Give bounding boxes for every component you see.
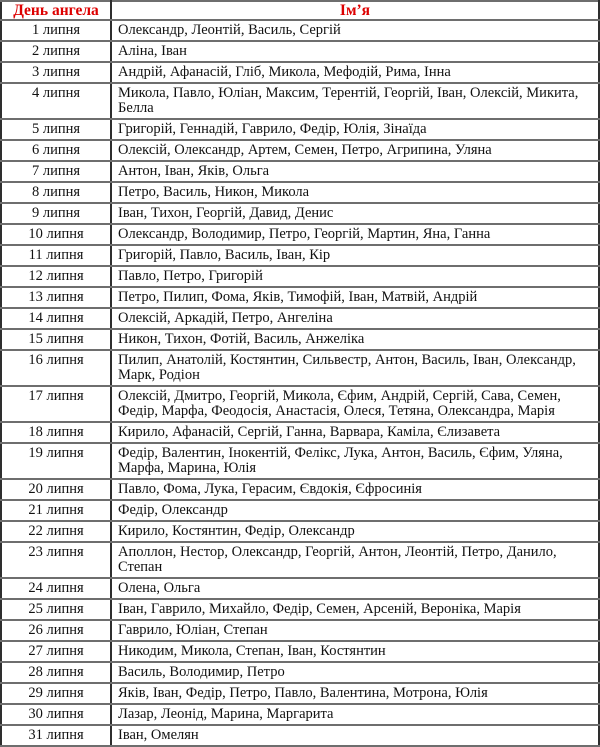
names-cell: Никон, Тихон, Фотій, Василь, Анжеліка xyxy=(111,329,599,350)
table-row xyxy=(1,182,599,203)
day-cell: 17 липня xyxy=(1,386,111,422)
table-row xyxy=(1,443,599,479)
table-row xyxy=(1,287,599,308)
names-cell: Аліна, Іван xyxy=(111,41,599,62)
table-row xyxy=(1,224,599,245)
header-row xyxy=(1,1,599,20)
day-cell: 21 липня xyxy=(1,500,111,521)
table-row xyxy=(1,620,599,641)
day-cell: 3 липня xyxy=(1,62,111,83)
day-cell: 27 липня xyxy=(1,641,111,662)
day-cell: 13 липня xyxy=(1,287,111,308)
names-cell: Григорій, Геннадій, Гаврило, Федір, Юлія, Зінаїда xyxy=(111,119,599,140)
table-row xyxy=(1,725,599,746)
names-cell: Лазар, Леонід, Марина, Маргарита xyxy=(111,704,599,725)
names-cell: Федір, Олександр xyxy=(111,500,599,521)
day-cell: 28 липня xyxy=(1,662,111,683)
table-row xyxy=(1,41,599,62)
table-row xyxy=(1,500,599,521)
day-cell: 5 липня xyxy=(1,119,111,140)
day-cell: 29 липня xyxy=(1,683,111,704)
day-cell: 19 липня xyxy=(1,443,111,479)
table-row xyxy=(1,308,599,329)
table-row xyxy=(1,161,599,182)
names-cell: Павло, Петро, Григорій xyxy=(111,266,599,287)
names-cell: Павло, Фома, Лука, Герасим, Євдокія, Єфросинія xyxy=(111,479,599,500)
names-cell: Аполлон, Нестор, Олександр, Георгій, Антон, Леонтій, Петро, Данило, Степан xyxy=(111,542,599,578)
names-cell: Микола, Павло, Юліан, Максим, Терентій, Георгій, Іван, Олексій, Микита, Белла xyxy=(111,83,599,119)
table-row xyxy=(1,704,599,725)
day-cell: 23 липня xyxy=(1,542,111,578)
table-row xyxy=(1,62,599,83)
names-cell: Яків, Іван, Федір, Петро, Павло, Валентина, Мотрона, Юлія xyxy=(111,683,599,704)
day-cell: 2 липня xyxy=(1,41,111,62)
table-row xyxy=(1,578,599,599)
table-body xyxy=(1,20,599,746)
day-cell: 24 липня xyxy=(1,578,111,599)
table-row xyxy=(1,422,599,443)
day-cell: 9 липня xyxy=(1,203,111,224)
table-row xyxy=(1,266,599,287)
day-cell: 16 липня xyxy=(1,350,111,386)
names-cell: Олексій, Олександр, Артем, Семен, Петро, Агрипина, Уляна xyxy=(111,140,599,161)
table-row xyxy=(1,683,599,704)
names-cell: Іван, Гаврило, Михайло, Федір, Семен, Арсеній, Вероніка, Марія xyxy=(111,599,599,620)
day-cell: 12 липня xyxy=(1,266,111,287)
table-row xyxy=(1,203,599,224)
day-cell: 31 липня xyxy=(1,725,111,746)
names-cell: Олена, Ольга xyxy=(111,578,599,599)
day-cell: 1 липня xyxy=(1,20,111,41)
day-cell: 18 липня xyxy=(1,422,111,443)
names-cell: Кирило, Афанасій, Сергій, Ганна, Варвара, Каміла, Єлизавета xyxy=(111,422,599,443)
day-cell: 11 липня xyxy=(1,245,111,266)
table-row xyxy=(1,83,599,119)
table-row xyxy=(1,350,599,386)
day-cell: 4 липня xyxy=(1,83,111,119)
day-cell: 22 липня xyxy=(1,521,111,542)
table-row xyxy=(1,329,599,350)
table-row xyxy=(1,521,599,542)
names-cell: Антон, Іван, Яків, Ольга xyxy=(111,161,599,182)
names-cell: Іван, Омелян xyxy=(111,725,599,746)
table-row xyxy=(1,599,599,620)
names-cell: Федір, Валентин, Інокентій, Фелікс, Лука, Антон, Василь, Єфим, Уляна, Марфа, Марина, Юлія xyxy=(111,443,599,479)
day-cell: 6 липня xyxy=(1,140,111,161)
day-cell: 25 липня xyxy=(1,599,111,620)
day-cell: 26 липня xyxy=(1,620,111,641)
names-cell: Петро, Василь, Никон, Микола xyxy=(111,182,599,203)
names-cell: Олексій, Дмитро, Георгій, Микола, Єфим, Андрій, Сергій, Сава, Семен, Федір, Марфа, Феодосія, Анастасія, Олеся, Тетяна, Олександра, Марія xyxy=(111,386,599,422)
day-cell: 30 липня xyxy=(1,704,111,725)
names-cell: Пилип, Анатолій, Костянтин, Сильвестр, Антон, Василь, Іван, Олександр, Марк, Родіон xyxy=(111,350,599,386)
table-row xyxy=(1,386,599,422)
table-row xyxy=(1,542,599,578)
table-row xyxy=(1,140,599,161)
day-cell: 10 липня xyxy=(1,224,111,245)
names-cell: Олександр, Леонтій, Василь, Сергій xyxy=(111,20,599,41)
table-row xyxy=(1,479,599,500)
day-cell: 8 липня xyxy=(1,182,111,203)
names-cell: Гаврило, Юліан, Степан xyxy=(111,620,599,641)
table-row xyxy=(1,245,599,266)
table-row xyxy=(1,662,599,683)
names-cell: Андрій, Афанасій, Гліб, Микола, Мефодій, Рима, Інна xyxy=(111,62,599,83)
table-row xyxy=(1,119,599,140)
names-cell: Олексій, Аркадій, Петро, Ангеліна xyxy=(111,308,599,329)
names-cell: Никодим, Микола, Степан, Іван, Костянтин xyxy=(111,641,599,662)
day-cell: 7 липня xyxy=(1,161,111,182)
day-cell: 15 липня xyxy=(1,329,111,350)
names-cell: Петро, Пилип, Фома, Яків, Тимофій, Іван, Матвій, Андрій xyxy=(111,287,599,308)
names-cell: Олександр, Володимир, Петро, Георгій, Мартин, Яна, Ганна xyxy=(111,224,599,245)
day-cell: 14 липня xyxy=(1,308,111,329)
names-cell: Іван, Тихон, Георгій, Давид, Денис xyxy=(111,203,599,224)
names-cell: Григорій, Павло, Василь, Іван, Кір xyxy=(111,245,599,266)
table-row xyxy=(1,641,599,662)
header-name-column: Ім’я xyxy=(111,1,599,20)
header-day-column: День ангела xyxy=(1,1,111,20)
names-cell: Василь, Володимир, Петро xyxy=(111,662,599,683)
day-cell: 20 липня xyxy=(1,479,111,500)
table-row xyxy=(1,20,599,41)
names-cell: Кирило, Костянтин, Федір, Олександр xyxy=(111,521,599,542)
